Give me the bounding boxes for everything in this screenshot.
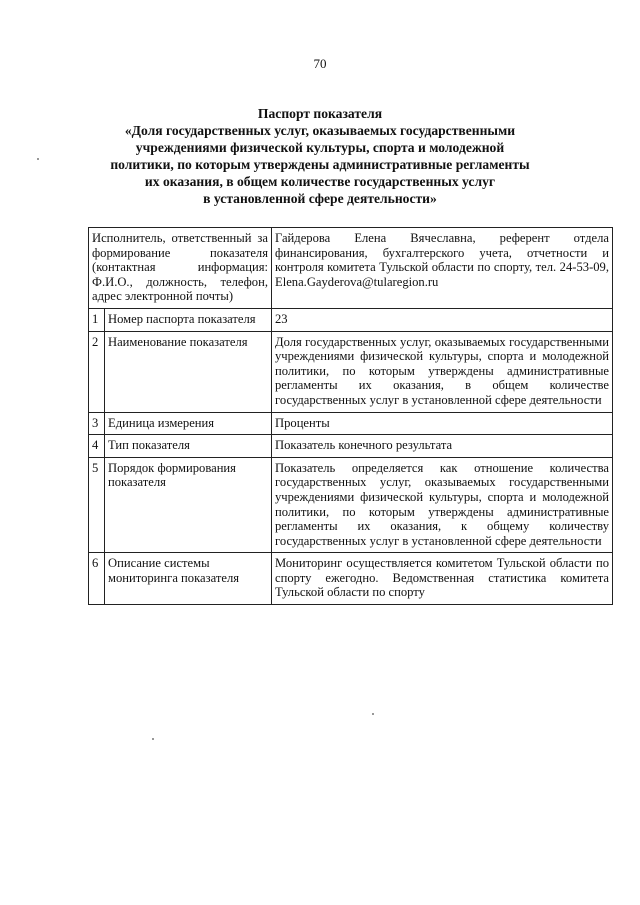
row-name: Единица измерения [105, 412, 272, 435]
row-value: Показатель конечного результата [272, 435, 613, 458]
table-row [89, 308, 613, 331]
row-name: Описание системы мониторинга показателя [105, 553, 272, 605]
title-line: в установленной сфере деятельности» [203, 191, 437, 206]
row-name: Номер паспорта показателя [105, 308, 272, 331]
page-number: 70 [313, 56, 327, 71]
table-row [89, 553, 613, 605]
executor-value: Гайдерова Елена Вячеславна, референт отдела финансирования, бухгалтерского учета, отчетности и контроля комитета Тульской области по спорту, тел. 24-53-09, Elena.Gayderova@tularegion.ru [272, 228, 613, 309]
executor-row [89, 228, 613, 309]
row-value: Мониторинг осуществляется комитетом Тульской области по спорту ежегодно. Ведомственная статистика комитета Тульской области по спорту [272, 553, 613, 605]
row-number: 1 [89, 308, 105, 331]
row-number: 6 [89, 553, 105, 605]
row-number: 2 [89, 331, 105, 412]
passport-table [88, 227, 613, 605]
row-value: Проценты [272, 412, 613, 435]
scan-speck [37, 158, 39, 160]
title-line: «Доля государственных услуг, оказываемых государственными [124, 123, 516, 138]
row-name: Тип показателя [105, 435, 272, 458]
row-number: 3 [89, 412, 105, 435]
title-line: Паспорт показателя [257, 106, 383, 121]
row-name: Порядок формирования показателя [105, 457, 272, 553]
title-line: учреждениями физической культуры, спорта и молодежной [135, 140, 505, 155]
row-value: Показатель определяется как отношение количества государственных услуг, оказываемых государственными учреждениями физической культуры, спорта и молодежной политики, по которым утверждены административные регламенты их оказания, к общему количеству государственных услуг в установленной сфере деятельности [272, 457, 613, 553]
table-row [89, 457, 613, 553]
document-title [80, 105, 560, 207]
row-value: 23 [272, 308, 613, 331]
scan-speck [152, 738, 154, 740]
title-line: их оказания, в общем количестве государственных услуг [144, 174, 496, 189]
title-line: политики, по которым утверждены административные регламенты [110, 157, 530, 172]
row-value: Доля государственных услуг, оказываемых государственными учреждениями физической культуры, спорта и молодежной политики, по которым утверждены административные регламенты их оказания, в общем количестве государственных услуг в установленной сфере деятельности [272, 331, 613, 412]
row-number: 5 [89, 457, 105, 553]
row-number: 4 [89, 435, 105, 458]
table-row [89, 331, 613, 412]
scan-speck [372, 713, 374, 715]
table-row [89, 412, 613, 435]
table-row [89, 435, 613, 458]
row-name: Наименование показателя [105, 331, 272, 412]
executor-label: Исполнитель, ответственный за формирование показателя (контактная информация: Ф.И.О., должность, телефон, адрес электронной почты) [89, 228, 272, 309]
